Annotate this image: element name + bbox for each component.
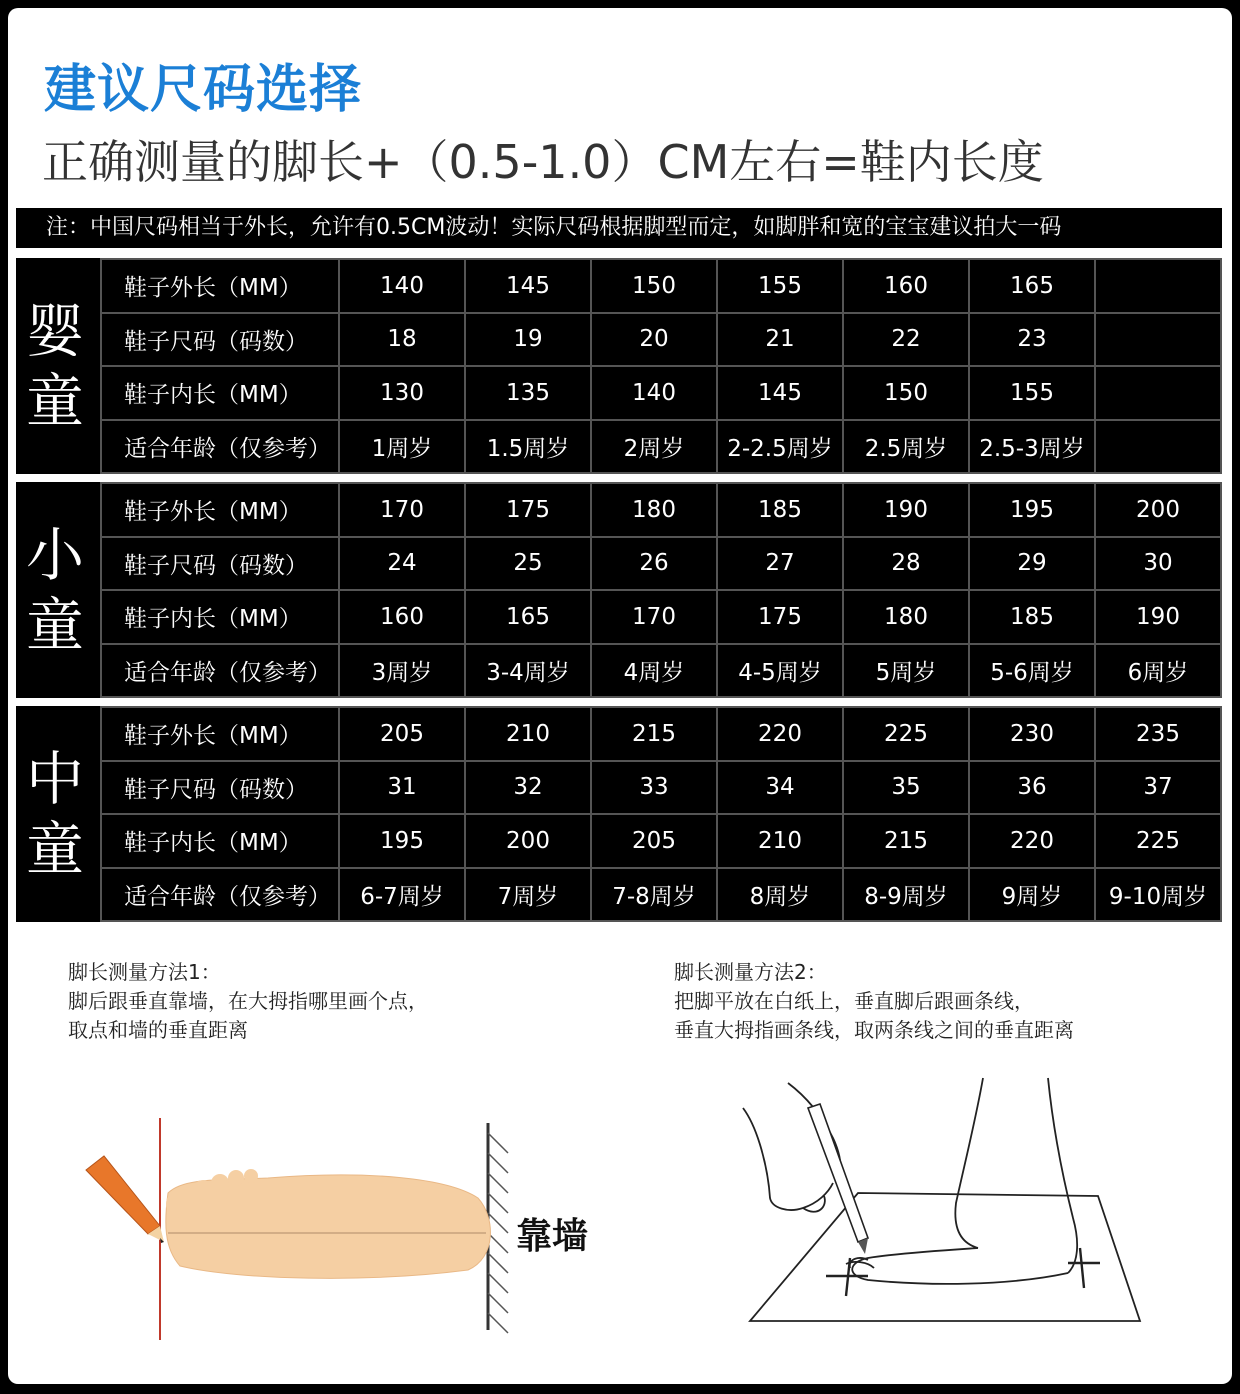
table-cell: 20 bbox=[591, 313, 717, 367]
table-row bbox=[101, 259, 1221, 313]
table-cell: 19 bbox=[465, 313, 591, 367]
table-cell: 205 bbox=[339, 707, 465, 761]
table-cell: 9周岁 bbox=[969, 868, 1095, 922]
row-header: 鞋子内长（MM） bbox=[101, 590, 339, 644]
table-cell: 6-7周岁 bbox=[339, 868, 465, 922]
row-header: 鞋子尺码（码数） bbox=[101, 761, 339, 815]
table-cell: 24 bbox=[339, 537, 465, 591]
table-cell: 3周岁 bbox=[339, 644, 465, 698]
table-cell: 135 bbox=[465, 366, 591, 420]
size-group-child bbox=[16, 706, 1222, 922]
group-label-char: 婴 bbox=[25, 297, 84, 365]
row-header: 鞋子内长（MM） bbox=[101, 814, 339, 868]
row-header: 鞋子外长（MM） bbox=[101, 259, 339, 313]
method-1-line: 取点和墙的垂直距离 bbox=[68, 1018, 248, 1042]
table-cell: 7周岁 bbox=[465, 868, 591, 922]
table-cell: 165 bbox=[465, 590, 591, 644]
table-cell: 185 bbox=[717, 483, 843, 537]
table-cell: 195 bbox=[339, 814, 465, 868]
table-cell: 155 bbox=[717, 259, 843, 313]
size-guide-sheet bbox=[8, 8, 1232, 1384]
table-cell: 4-5周岁 bbox=[717, 644, 843, 698]
table-cell: 140 bbox=[339, 259, 465, 313]
table-cell: 145 bbox=[717, 366, 843, 420]
table-cell: 2.5-3周岁 bbox=[969, 420, 1095, 474]
table-cell: 8周岁 bbox=[717, 868, 843, 922]
group-label-char: 小 bbox=[25, 521, 84, 589]
table-cell: 5周岁 bbox=[843, 644, 969, 698]
table-row bbox=[101, 707, 1221, 761]
table-cell bbox=[1095, 313, 1221, 367]
table-cell: 35 bbox=[843, 761, 969, 815]
table-row bbox=[101, 644, 1221, 698]
table-cell: 145 bbox=[465, 259, 591, 313]
note-bar: 注：中国尺码相当于外长，允许有0.5CM波动！实际尺码根据脚型而定，如脚胖和宽的宝宝建议拍大一码 bbox=[16, 208, 1222, 248]
row-header: 适合年龄（仅参考） bbox=[101, 420, 339, 474]
foot-wall-illustration bbox=[68, 1108, 528, 1348]
table-cell bbox=[1095, 259, 1221, 313]
table-cell: 22 bbox=[843, 313, 969, 367]
row-header: 鞋子尺码（码数） bbox=[101, 537, 339, 591]
table-cell: 27 bbox=[717, 537, 843, 591]
method-2-title: 脚长测量方法2： bbox=[674, 960, 827, 984]
table-cell: 220 bbox=[969, 814, 1095, 868]
table-cell: 9-10周岁 bbox=[1095, 868, 1221, 922]
table-row bbox=[101, 366, 1221, 420]
size-group-infant bbox=[16, 258, 1222, 474]
table-cell: 2.5周岁 bbox=[843, 420, 969, 474]
table-row bbox=[101, 420, 1221, 474]
table-cell: 150 bbox=[843, 366, 969, 420]
table-cell: 155 bbox=[969, 366, 1095, 420]
table-cell: 230 bbox=[969, 707, 1095, 761]
method-2-line: 垂直大拇指画条线，取两条线之间的垂直距离 bbox=[674, 1018, 1074, 1042]
table-cell: 1周岁 bbox=[339, 420, 465, 474]
table-cell: 210 bbox=[717, 814, 843, 868]
table-cell: 195 bbox=[969, 483, 1095, 537]
table-row bbox=[101, 761, 1221, 815]
table-cell: 28 bbox=[843, 537, 969, 591]
row-header: 适合年龄（仅参考） bbox=[101, 644, 339, 698]
row-header: 适合年龄（仅参考） bbox=[101, 868, 339, 922]
wall-label: 靠墙 bbox=[516, 1216, 589, 1257]
table-cell: 175 bbox=[717, 590, 843, 644]
table-cell: 37 bbox=[1095, 761, 1221, 815]
table-cell: 6周岁 bbox=[1095, 644, 1221, 698]
table-cell: 200 bbox=[465, 814, 591, 868]
table-cell: 1.5周岁 bbox=[465, 420, 591, 474]
table-cell: 170 bbox=[339, 483, 465, 537]
size-table bbox=[100, 482, 1222, 698]
method-2-text bbox=[674, 958, 1074, 1045]
group-label bbox=[16, 258, 94, 474]
table-cell: 4周岁 bbox=[591, 644, 717, 698]
table-cell: 225 bbox=[1095, 814, 1221, 868]
group-label bbox=[16, 706, 94, 922]
table-cell: 220 bbox=[717, 707, 843, 761]
table-cell: 130 bbox=[339, 366, 465, 420]
table-cell: 29 bbox=[969, 537, 1095, 591]
table-cell: 215 bbox=[591, 707, 717, 761]
table-cell: 235 bbox=[1095, 707, 1221, 761]
table-cell: 180 bbox=[843, 590, 969, 644]
group-label-char: 童 bbox=[25, 367, 84, 435]
size-table bbox=[100, 706, 1222, 922]
table-cell: 34 bbox=[717, 761, 843, 815]
method-1-line: 脚后跟垂直靠墙，在大拇指哪里画个点， bbox=[68, 989, 428, 1013]
table-cell: 31 bbox=[339, 761, 465, 815]
table-cell: 2周岁 bbox=[591, 420, 717, 474]
table-cell: 33 bbox=[591, 761, 717, 815]
page-title: 建议尺码选择 bbox=[44, 60, 363, 120]
table-cell: 3-4周岁 bbox=[465, 644, 591, 698]
group-label-char: 童 bbox=[25, 591, 84, 659]
group-label-char: 童 bbox=[25, 815, 84, 883]
table-cell: 36 bbox=[969, 761, 1095, 815]
table-row bbox=[101, 868, 1221, 922]
table-row bbox=[101, 537, 1221, 591]
method-1-title: 脚长测量方法1： bbox=[68, 960, 221, 984]
table-cell: 2-2.5周岁 bbox=[717, 420, 843, 474]
table-cell: 150 bbox=[591, 259, 717, 313]
row-header: 鞋子外长（MM） bbox=[101, 483, 339, 537]
table-cell: 25 bbox=[465, 537, 591, 591]
table-cell: 170 bbox=[591, 590, 717, 644]
row-header: 鞋子尺码（码数） bbox=[101, 313, 339, 367]
wall-icon bbox=[488, 1123, 508, 1333]
table-row bbox=[101, 590, 1221, 644]
table-row bbox=[101, 814, 1221, 868]
table-cell: 30 bbox=[1095, 537, 1221, 591]
foot-icon bbox=[166, 1169, 491, 1278]
table-cell: 215 bbox=[843, 814, 969, 868]
foot-paper-illustration bbox=[728, 1068, 1168, 1338]
row-header: 鞋子外长（MM） bbox=[101, 707, 339, 761]
table-cell bbox=[1095, 366, 1221, 420]
table-cell: 5-6周岁 bbox=[969, 644, 1095, 698]
table-cell: 160 bbox=[843, 259, 969, 313]
table-cell: 205 bbox=[591, 814, 717, 868]
size-group-toddler bbox=[16, 482, 1222, 698]
pencil-icon bbox=[86, 1156, 164, 1243]
page-subtitle: 正确测量的脚长+（0.5-1.0）CM左右=鞋内长度 bbox=[42, 135, 1044, 189]
table-cell: 190 bbox=[1095, 590, 1221, 644]
table-cell: 175 bbox=[465, 483, 591, 537]
group-label bbox=[16, 482, 94, 698]
table-cell: 26 bbox=[591, 537, 717, 591]
table-cell: 8-9周岁 bbox=[843, 868, 969, 922]
row-header: 鞋子内长（MM） bbox=[101, 366, 339, 420]
table-row bbox=[101, 313, 1221, 367]
table-cell: 21 bbox=[717, 313, 843, 367]
table-cell: 210 bbox=[465, 707, 591, 761]
table-row bbox=[101, 483, 1221, 537]
method-2-line: 把脚平放在白纸上，垂直脚后跟画条线， bbox=[674, 989, 1034, 1013]
size-table bbox=[100, 258, 1222, 474]
table-cell: 32 bbox=[465, 761, 591, 815]
table-cell: 7-8周岁 bbox=[591, 868, 717, 922]
table-cell: 165 bbox=[969, 259, 1095, 313]
table-cell: 23 bbox=[969, 313, 1095, 367]
table-cell: 190 bbox=[843, 483, 969, 537]
table-cell: 18 bbox=[339, 313, 465, 367]
table-cell: 140 bbox=[591, 366, 717, 420]
table-cell: 225 bbox=[843, 707, 969, 761]
group-label-char: 中 bbox=[25, 745, 84, 813]
table-cell: 185 bbox=[969, 590, 1095, 644]
table-cell: 200 bbox=[1095, 483, 1221, 537]
method-1-text bbox=[68, 958, 428, 1045]
table-cell: 160 bbox=[339, 590, 465, 644]
table-cell bbox=[1095, 420, 1221, 474]
table-cell: 180 bbox=[591, 483, 717, 537]
